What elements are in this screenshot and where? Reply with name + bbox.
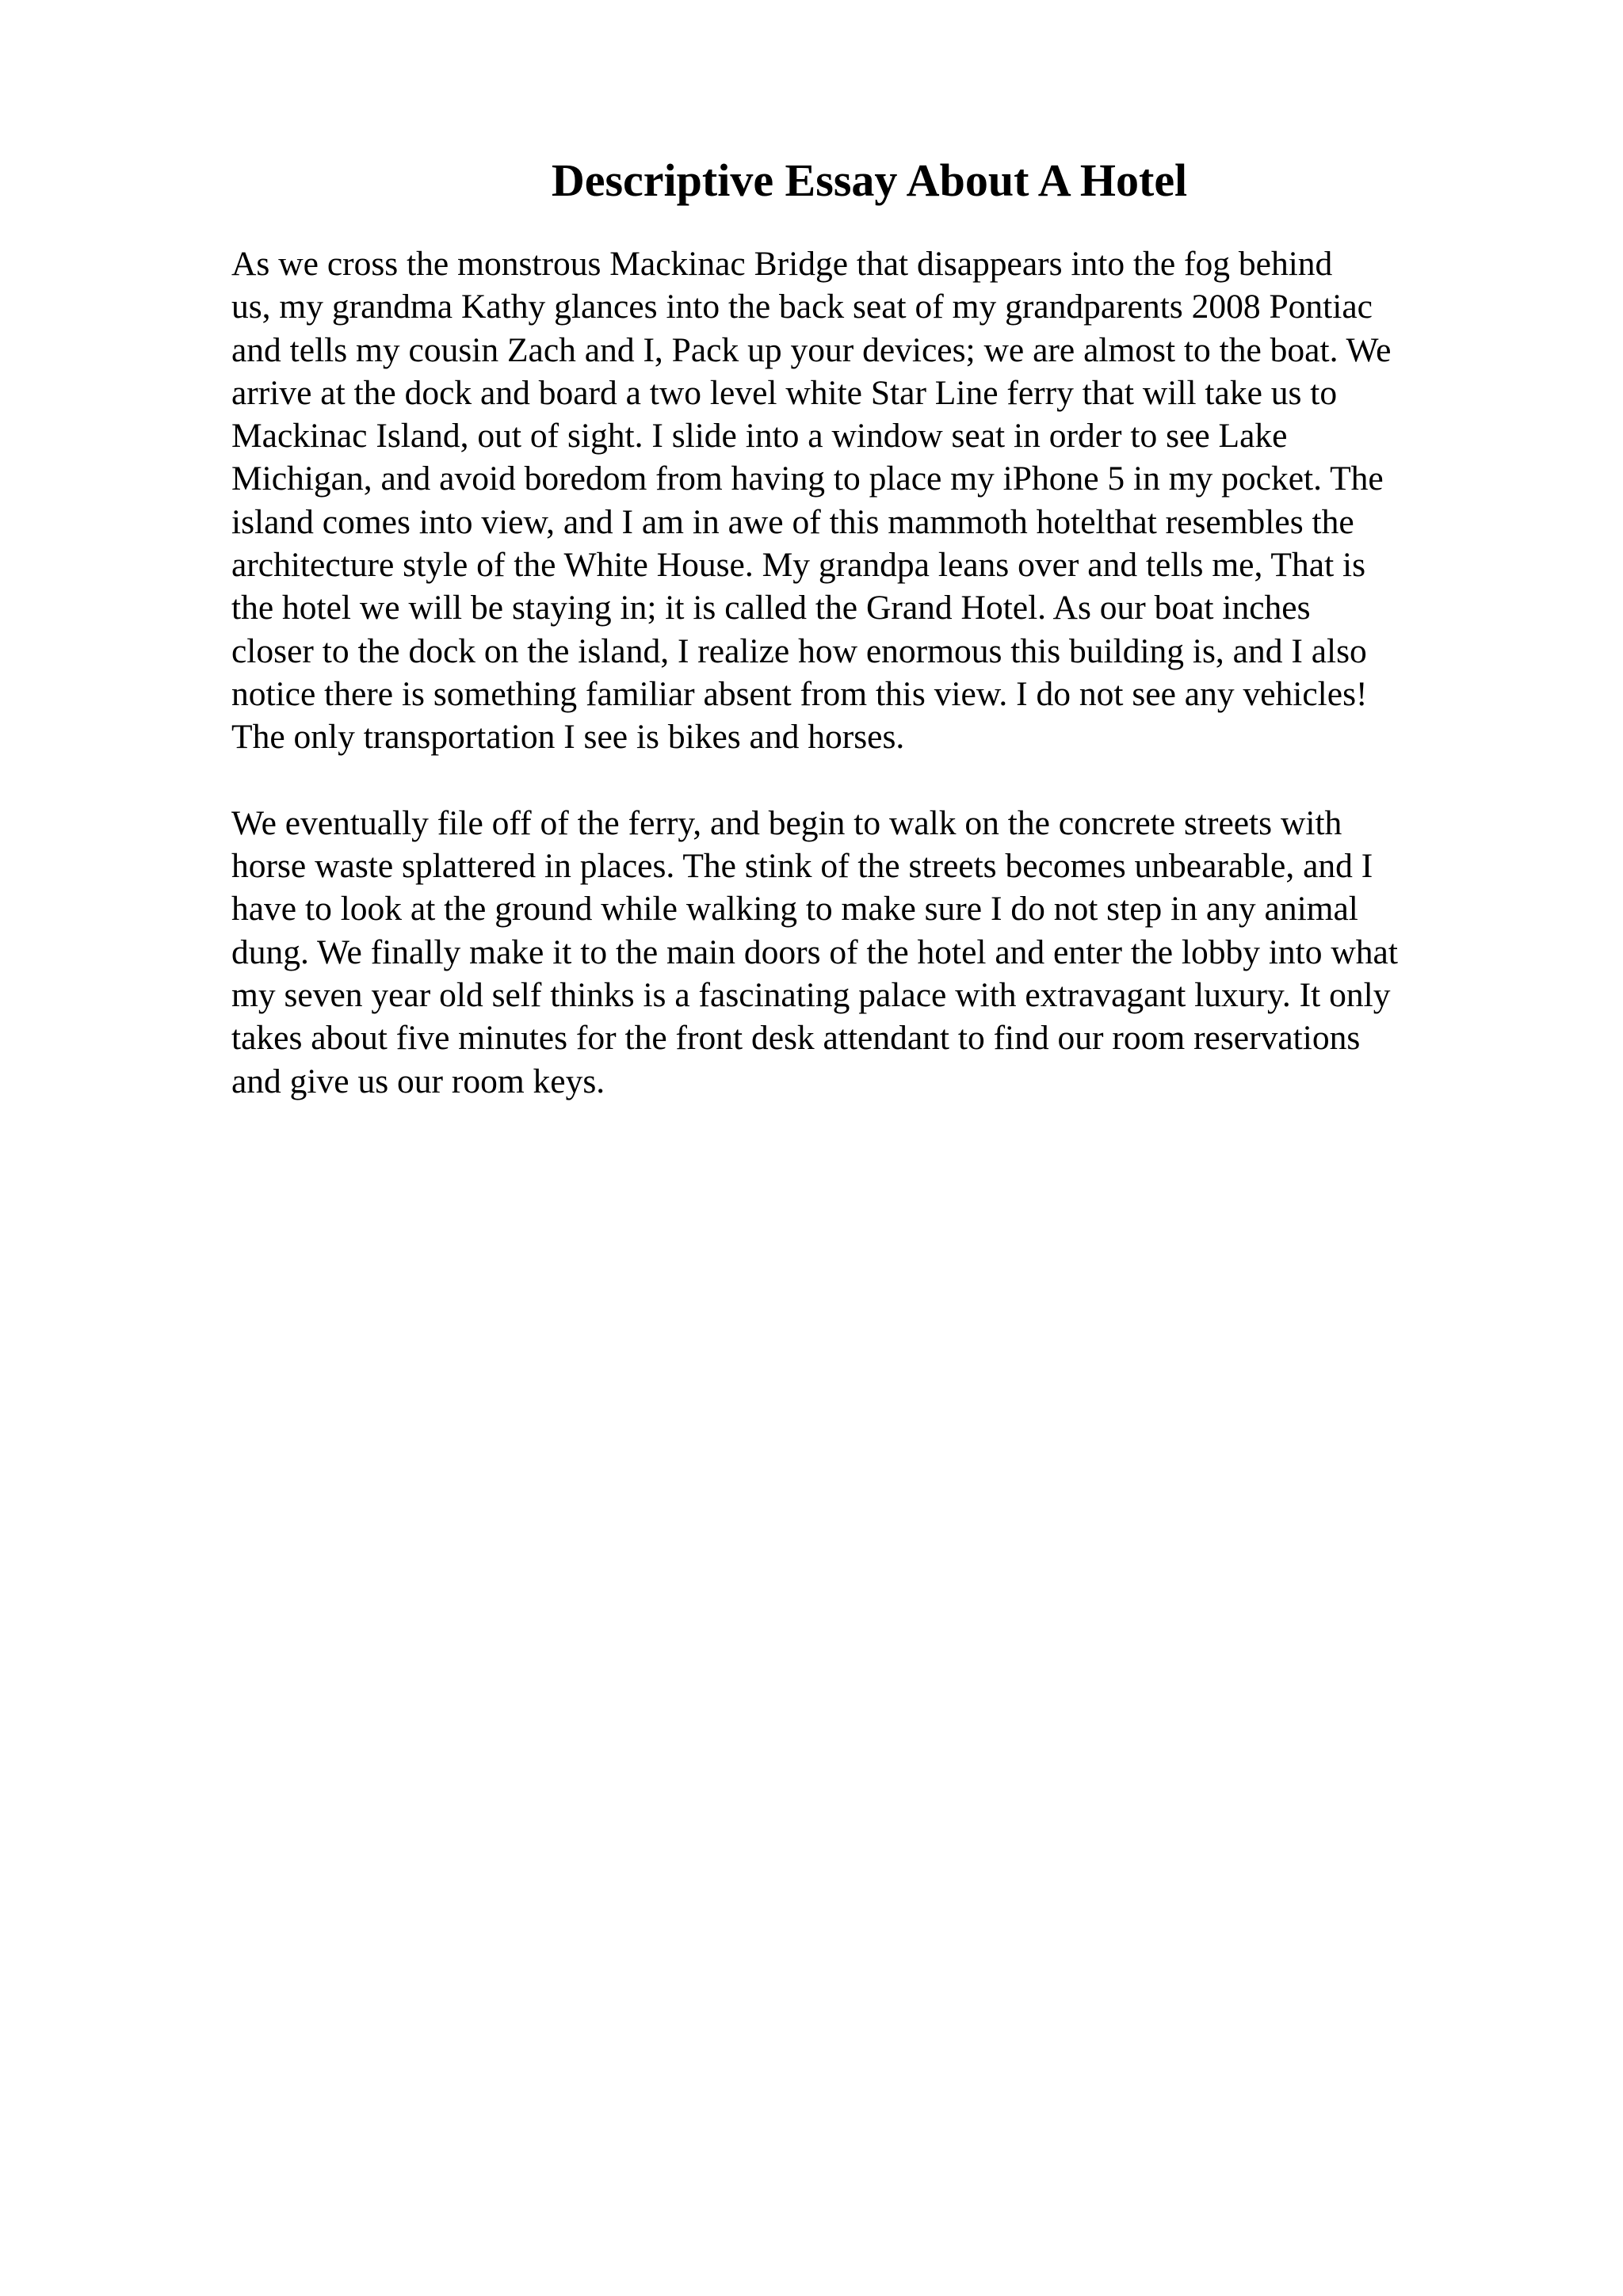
text-line: my seven year old self thinks is a fascinating palace with extravagant luxury. It only: [231, 976, 1391, 1015]
document-title: Descriptive Essay About A Hotel: [551, 154, 1188, 206]
paragraph-1: [231, 242, 1515, 759]
text-line: The only transportation I see is bikes and horses.: [231, 718, 905, 757]
text-line: Mackinac Island, out of sight. I slide into a window seat in order to see Lake: [231, 417, 1288, 456]
text-line: We eventually file off of the ferry, and begin to walk on the concrete streets with: [231, 803, 1342, 842]
text-line: As we cross the monstrous Mackinac Bridge that disappears into the fog behind: [231, 245, 1333, 283]
text-line: island comes into view, and I am in awe of this mammoth hotelthat resembles the: [231, 502, 1354, 541]
text-line: horse waste splattered in places. The stink of the streets becomes unbearable, and I: [231, 847, 1373, 886]
paragraph-spacer: [231, 759, 1515, 802]
text-line: and give us our room keys.: [231, 1062, 605, 1100]
text-line: closer to the dock on the island, I realize how enormous this building is, and I also: [231, 631, 1367, 670]
text-line: us, my grandma Kathy glances into the back seat of my grandparents 2008 Pontiac: [231, 288, 1373, 326]
paragraph-2: [231, 802, 1515, 1103]
text-line: architecture style of the White House. My grandpa leans over and tells me, That is: [231, 546, 1366, 585]
text-line: dung. We finally make it to the main doors of the hotel and enter the lobby into what: [231, 933, 1398, 971]
text-line: the hotel we will be staying in; it is called the Grand Hotel. As our boat inches: [231, 589, 1311, 627]
document-body: [231, 242, 1515, 1103]
text-line: notice there is something familiar absent from this view. I do not see any vehicles!: [231, 674, 1368, 713]
text-line: arrive at the dock and board a two level white Star Line ferry that will take us to: [231, 373, 1338, 412]
text-line: have to look at the ground while walking to make sure I do not step in any animal: [231, 890, 1358, 929]
text-line: Michigan, and avoid boredom from having to place my iPhone 5 in my pocket. The: [231, 460, 1384, 498]
text-line: and tells my cousin Zach and I, Pack up your devices; we are almost to the boat. We: [231, 330, 1392, 369]
text-line: takes about five minutes for the front desk attendant to find our room reservations: [231, 1019, 1361, 1058]
